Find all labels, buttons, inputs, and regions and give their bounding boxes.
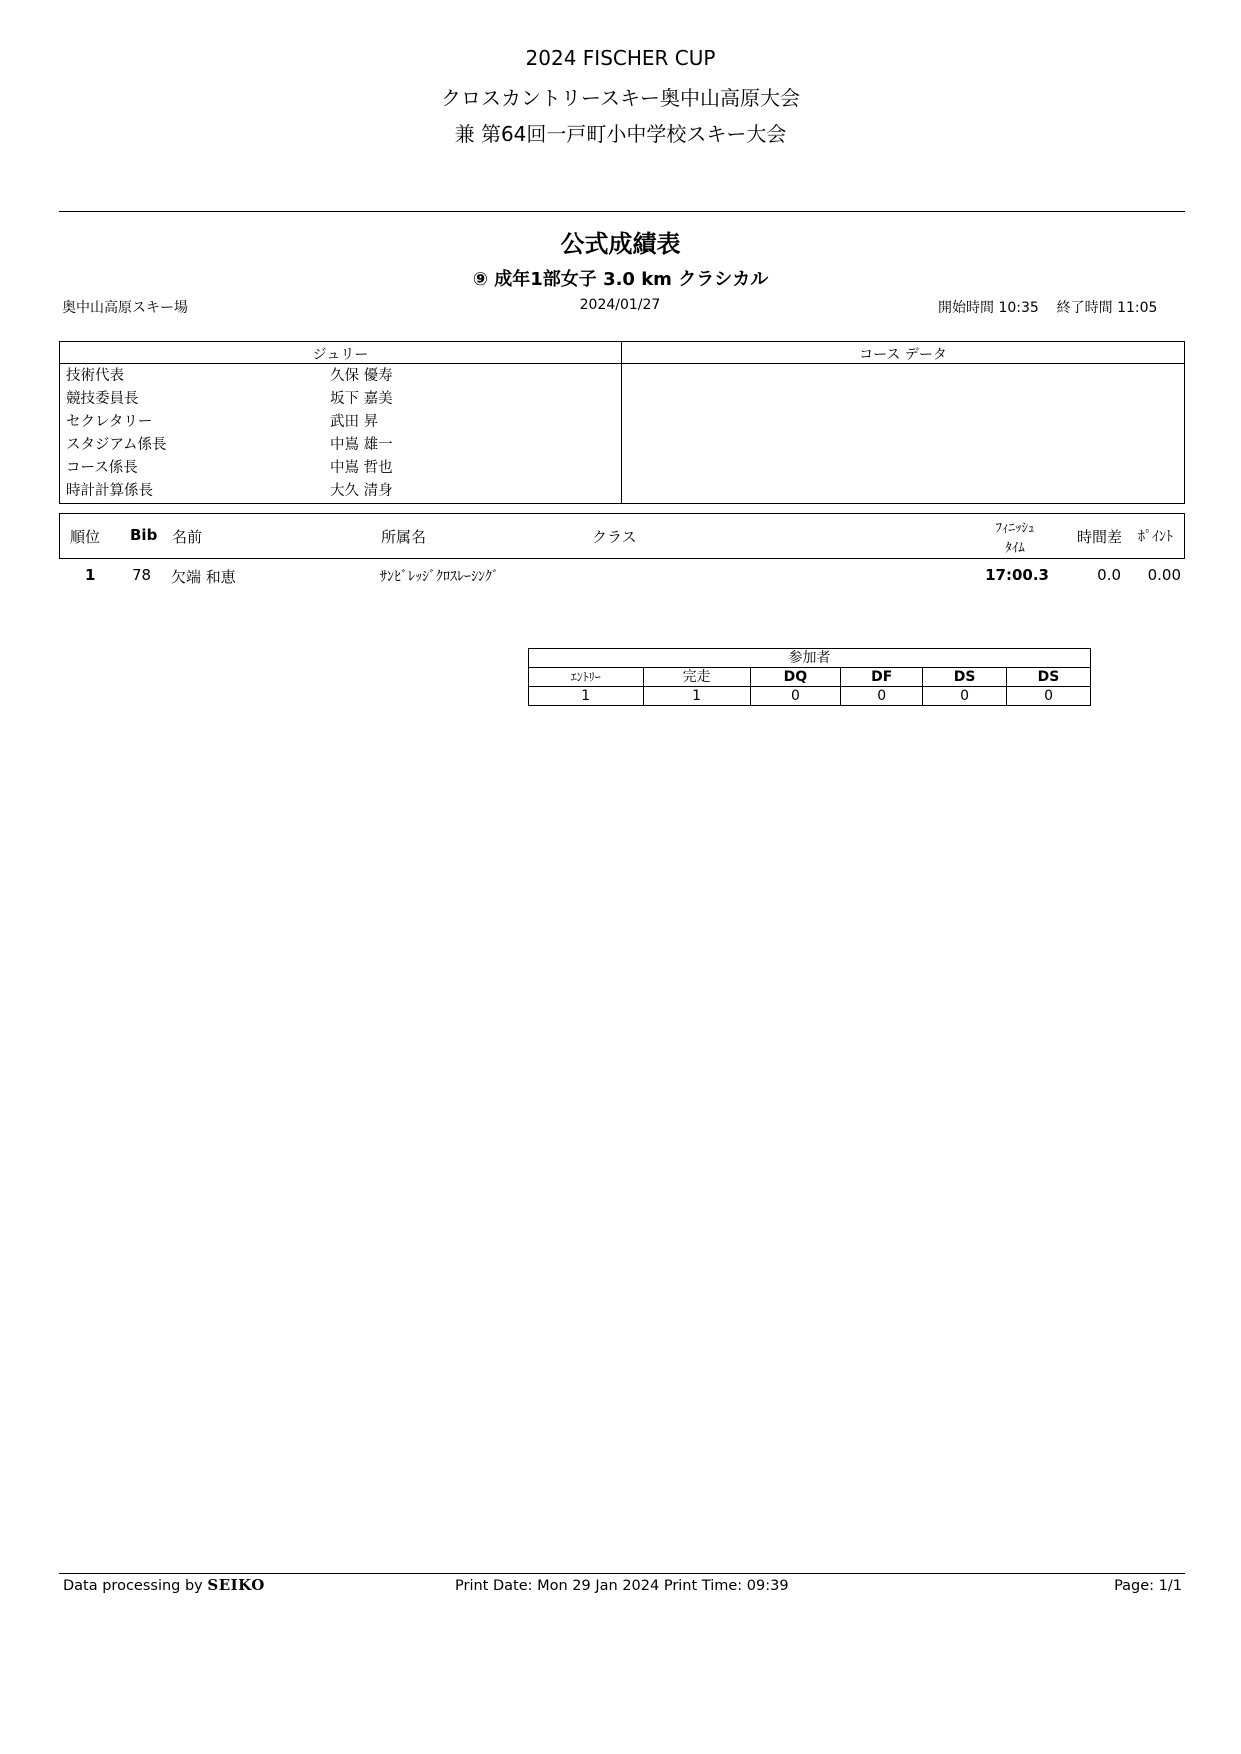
jury-role: 競技委員長 — [66, 391, 139, 407]
time-diff: 0.0 — [1097, 566, 1121, 584]
event-subtitle-2: 兼 第64回一戸町小中学校スキー大会 — [454, 122, 787, 146]
participants-header: DS — [1007, 668, 1091, 687]
jury-name: 武田 昇 — [330, 414, 379, 430]
venue: 奥中山高原スキー場 — [62, 300, 188, 316]
participants-value: 0 — [750, 687, 841, 706]
participants-header: DQ — [750, 668, 841, 687]
finish-time: 17:00.3 — [985, 566, 1049, 584]
participants-header: ｴﾝﾄﾘｰ — [529, 668, 644, 687]
jury-name: 大久 清身 — [330, 483, 393, 499]
jury-name: 久保 優寿 — [330, 368, 393, 384]
participants-header: DF — [841, 668, 923, 687]
jury-role: 技術代表 — [66, 368, 124, 384]
col-name: 名前 — [172, 528, 203, 546]
jury-name: 中嶌 哲也 — [330, 460, 393, 476]
participants-table — [528, 648, 1091, 706]
page-number: Page: 1/1 — [1114, 1578, 1182, 1594]
participants-title: 参加者 — [529, 649, 1091, 668]
data-processing-label: Data processing by — [63, 1578, 203, 1594]
participants-value: 0 — [1007, 687, 1091, 706]
rank: 1 — [85, 566, 96, 584]
jury-role: コース係長 — [66, 460, 138, 476]
seiko-logo: SEIKO — [207, 1576, 265, 1594]
end-time-label: 終了時間 — [1056, 300, 1113, 316]
team-name: ｻﾝﾋﾞﾚｯｼﾞｸﾛｽﾚｰｼﾝｸﾞ — [380, 569, 499, 585]
start-time-label: 開始時間 — [938, 300, 994, 316]
jury-title: ジュリー — [312, 347, 369, 363]
race-times — [938, 297, 1157, 317]
col-finish-2: ﾀｲﾑ — [1005, 541, 1025, 556]
jury-name: 中嶌 雄一 — [330, 437, 393, 453]
event-title: 2024 FISCHER CUP — [525, 46, 716, 70]
points: 0.00 — [1147, 566, 1181, 584]
jury-role: スタジアム係長 — [66, 437, 167, 453]
race-name: ⑨ 成年1部女子 3.0 km クラシカル — [472, 269, 769, 290]
participants-value: 1 — [643, 687, 750, 706]
participants-value: 0 — [841, 687, 923, 706]
participants-header: DS — [923, 668, 1007, 687]
col-points: ﾎﾟｲﾝﾄ — [1138, 529, 1173, 545]
col-class: クラス — [592, 528, 637, 546]
col-rank: 順位 — [70, 528, 101, 546]
bib: 78 — [132, 566, 152, 584]
print-info: Print Date: Mon 29 Jan 2024 Print Time: 09:39 — [455, 1578, 789, 1594]
jury-role: 時計計算係長 — [66, 483, 153, 499]
footer-divider — [59, 1573, 1185, 1574]
end-time: 11:05 — [1117, 300, 1158, 316]
start-time: 10:35 — [998, 300, 1039, 316]
race-date: 2024/01/27 — [579, 297, 661, 313]
col-bib: Bib — [130, 526, 158, 544]
table-row — [59, 566, 1185, 588]
athlete-name: 欠端 和恵 — [171, 568, 236, 586]
jury-divider — [621, 342, 622, 503]
jury-name: 坂下 嘉美 — [330, 391, 393, 407]
header-divider — [59, 211, 1185, 212]
jury-role: セクレタリー — [66, 414, 153, 430]
participants-header: 完走 — [643, 668, 750, 687]
col-finish: ﾌｨﾆｯｼｭ — [995, 521, 1035, 536]
participants-value: 1 — [529, 687, 644, 706]
col-team: 所属名 — [381, 528, 427, 546]
jury-box — [59, 341, 1185, 504]
results-header — [59, 513, 1185, 559]
col-diff: 時間差 — [1077, 528, 1123, 546]
report-title: 公式成績表 — [560, 230, 681, 258]
event-subtitle: クロスカントリースキー奥中山高原大会 — [441, 86, 800, 110]
data-processing — [63, 1576, 265, 1594]
participants-value: 0 — [923, 687, 1007, 706]
course-data-title: コース データ — [859, 347, 947, 363]
